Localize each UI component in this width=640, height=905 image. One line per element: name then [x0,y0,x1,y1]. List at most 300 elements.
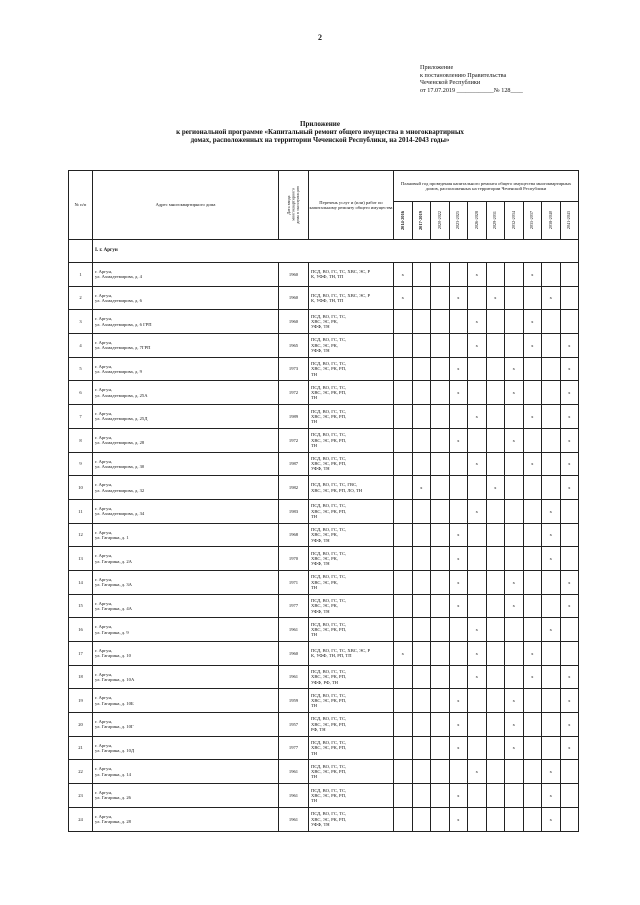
period-mark-cell: х [449,381,468,405]
period-mark-cell [468,428,487,452]
row-services [309,618,394,642]
table-row [69,547,579,571]
period-mark-cell [394,405,413,429]
period-mark-cell [431,452,450,476]
period-mark-cell [523,547,542,571]
row-services [309,476,394,500]
address-city: г. Аргун, [95,648,113,654]
service-line: ТН [311,395,318,401]
service-line: ХВС, ЭС, РК, РП, [311,721,347,727]
period-mark-cell [468,523,487,547]
service-line: ПСД, ВО, ГС, ТС, [311,692,347,698]
period-mark-cell [542,476,561,500]
period-mark-cell [394,618,413,642]
row-number: 15 [69,594,93,618]
row-address [93,665,279,689]
period-mark-cell [486,736,505,760]
heading-line: домах, расположенных на территории Чеченской Республики, на 2014-2043 годы» [190,136,450,145]
period-mark-cell [486,807,505,831]
row-services [309,689,394,713]
period-mark-cell [412,310,431,334]
period-mark-cell [468,381,487,405]
period-cell: 2029-2031 [486,202,505,240]
row-services [309,642,394,666]
row-year: 1960 [279,310,309,334]
row-number: 16 [69,618,93,642]
period-mark-cell [505,760,524,784]
service-line: РФ, ТН [311,727,326,733]
period-mark-cell: х [523,642,542,666]
row-number: 9 [69,452,93,476]
address-street: ул. Гагарина, д. 9 [95,629,129,635]
period-mark-cell [505,547,524,571]
period-cell: 2026-2028 [468,202,487,240]
table-row [69,523,579,547]
period-mark-cell [412,452,431,476]
period-mark-cell [431,357,450,381]
period-mark-cell: х [449,428,468,452]
service-line: ТН [311,703,318,709]
address-street: ул. Гагарина, д. 10Б [95,700,134,706]
address-street: ул. Ахмадтемирова, д. 7ГРП [95,345,151,351]
period-mark-cell [486,452,505,476]
row-address [93,452,279,476]
period-mark-cell [449,405,468,429]
period-mark-cell [523,476,542,500]
period-mark-cell [560,807,579,831]
heading-line: Приложение [300,120,340,128]
period-cell: 2023-2025 [449,202,468,240]
service-line: ПСД, ВО, ГС, ТС, [311,669,347,675]
period-mark-cell [523,807,542,831]
period-mark-cell [505,263,524,287]
period-mark-cell [412,807,431,831]
service-line: ПСД, ВО, ГС, ТС, [311,313,347,319]
period-mark-cell [505,665,524,689]
period-mark-cell [431,334,450,358]
service-line: УФФ, ТН [311,821,330,827]
period-mark-cell [523,381,542,405]
service-line: ХВС, ЭС, РК, [311,579,338,585]
address-street: ул. Гагарина, д. 10А [95,677,135,683]
period-mark-cell [431,310,450,334]
table-row [69,476,579,500]
row-services [309,570,394,594]
row-year: 1982 [279,476,309,500]
period-mark-cell [412,263,431,287]
period-mark-cell [486,428,505,452]
period-mark-cell: х [449,689,468,713]
period-mark-cell [505,334,524,358]
service-line: ПСД, ВО, ГС, ТС, [311,574,347,580]
row-address [93,523,279,547]
period-mark-cell [449,760,468,784]
period-mark-cell: х [505,736,524,760]
row-number: 14 [69,570,93,594]
period-mark-cell [523,594,542,618]
row-year: 1961 [279,760,309,784]
row-year: 1971 [279,570,309,594]
period-mark-cell: х [412,476,431,500]
row-address [93,357,279,381]
period-mark-cell [449,452,468,476]
service-line: ХВС, ЭС, РК, [311,603,338,609]
period-mark-cell [394,523,413,547]
address-street: ул. Гагарина, д. 10 [95,653,131,659]
row-services [309,263,394,287]
address-street: ул. Ахмадтемирова, д. 30 [95,463,145,469]
period-mark-cell [560,642,579,666]
address-city: г. Аргун, [95,790,113,796]
period-mark-cell [523,736,542,760]
period-mark-cell [431,713,450,737]
row-year: 1972 [279,381,309,405]
period-mark-cell [412,381,431,405]
service-line: УФФ, ТН [311,348,330,354]
header-year [279,171,309,240]
row-year: 1960 [279,263,309,287]
service-line: ПСД, ВО, ГС, ТС, [311,408,347,414]
period-mark-cell [542,381,561,405]
period-mark-cell [468,547,487,571]
period-mark-cell: х [394,286,413,310]
service-line: ХВС, ЭС, РК, РП, [311,366,347,372]
period-mark-cell: х [468,405,487,429]
row-services [309,286,394,310]
service-line: ПСД, ВО, ГС, ТС, [311,598,347,604]
period-mark-cell: х [505,594,524,618]
service-line: ХВС, ЭС, РК, [311,342,338,348]
service-line: ХВС, ЭС, РК, [311,555,338,561]
row-year: 1972 [279,428,309,452]
period-mark-cell [412,499,431,523]
row-address [93,594,279,618]
period-mark-cell [486,523,505,547]
period-mark-cell [542,428,561,452]
address-street: ул. Ахмадтемирова, д. 25Д [95,416,148,422]
period-mark-cell [394,689,413,713]
approval-block [420,64,523,94]
period-mark-cell: х [394,642,413,666]
period-mark-cell [486,713,505,737]
approval-line: Чеченской Республики [420,79,481,87]
row-services [309,523,394,547]
section-label: I. г. Аргун [93,240,579,263]
row-number: 24 [69,807,93,831]
period-mark-cell [412,784,431,808]
period-mark-cell: х [449,570,468,594]
row-year: 1968 [279,523,309,547]
table-row [69,381,579,405]
period-mark-cell [394,784,413,808]
table-row [69,713,579,737]
row-year: 1960 [279,642,309,666]
table-row [69,428,579,452]
service-line: ТН [311,750,318,756]
row-address [93,784,279,808]
period-mark-cell [505,310,524,334]
row-year: 1961 [279,665,309,689]
row-year: 1960 [279,286,309,310]
period-mark-cell: х [449,736,468,760]
period-mark-cell [505,784,524,808]
period-cell: 2038-2040 [542,202,561,240]
period-mark-cell: х [523,405,542,429]
address-city: г. Аргун, [95,742,113,748]
period-mark-cell [431,428,450,452]
address-street: ул. Гагарина, д. 10Г [95,724,134,730]
row-services [309,381,394,405]
period-mark-cell: х [468,618,487,642]
address-street: ул. Ахмадтемирова, д. 34 [95,511,145,517]
period-mark-cell [542,642,561,666]
period-mark-cell [468,736,487,760]
service-line: ПСД, ВО, ГС, ТС, [311,763,347,769]
period-mark-cell: х [542,547,561,571]
period-mark-cell: х [542,286,561,310]
table-row [69,807,579,831]
period-mark-cell: х [523,334,542,358]
address-street: ул. Ахмадтемирова, д. 28 [95,440,145,446]
period-mark-cell: х [449,784,468,808]
row-address [93,263,279,287]
row-year: 1957 [279,713,309,737]
period-mark-cell: х [468,499,487,523]
period-mark-cell [542,713,561,737]
period-mark-cell [431,618,450,642]
row-number: 21 [69,736,93,760]
service-line: ХВС, ЭС, РК, РП, [311,627,347,632]
period-mark-cell: х [560,665,579,689]
period-mark-cell [394,499,413,523]
address-street: ул. Ахмадтемирова, д. 32 [95,487,145,493]
period-mark-cell [542,594,561,618]
service-line: ХВС, ЭС, РК, [311,319,338,325]
table-row [69,736,579,760]
row-year: 1970 [279,547,309,571]
row-number: 13 [69,547,93,571]
row-address [93,499,279,523]
approval-line: от 17.07.2019 ____________№ 128____ [420,86,523,94]
address-city: г. Аргун, [95,482,113,488]
service-line: ХВС, ЭС, РК, РП, [311,792,347,798]
address-city: г. Аргун, [95,316,113,322]
period-mark-cell [431,784,450,808]
period-mark-cell [412,736,431,760]
row-number: 5 [69,357,93,381]
table-row [69,784,579,808]
document-heading [60,120,580,145]
period-mark-cell [431,642,450,666]
table-row [69,405,579,429]
period-mark-cell [505,523,524,547]
period-mark-cell [468,286,487,310]
row-year: 1973 [279,357,309,381]
repair-schedule-table [68,170,579,832]
service-line: ХВС, ЭС, РК, РП, [311,390,347,396]
address-city: г. Аргун, [95,411,113,417]
service-line: УФФ, ТН [311,561,330,567]
period-mark-cell [505,476,524,500]
address-city: г. Аргун, [95,363,113,369]
service-line: УФФ, ТН [311,324,330,330]
period-mark-cell [449,263,468,287]
address-street: ул. Гагарина, д. 4А [95,605,132,611]
period-mark-cell [505,452,524,476]
address-street: ул. Гагарина, д. 28 [95,819,131,825]
service-line: ПСД, ВО, ГС, ТС, [311,432,347,438]
address-street: ул. Гагарина, д. 10Д [95,748,135,754]
period-mark-cell [505,499,524,523]
service-line: УФФ, РФ, ТН [311,679,338,685]
period-mark-cell [394,594,413,618]
service-line: УФФ, ТН [311,537,330,543]
service-line: ПСД, ВО, ГС, ТС, [311,361,347,367]
period-mark-cell [523,428,542,452]
period-mark-cell: х [505,357,524,381]
period-mark-cell [468,713,487,737]
table-row [69,570,579,594]
section-blank [69,240,93,263]
period-mark-cell: х [468,452,487,476]
row-services [309,665,394,689]
period-mark-cell: х [505,570,524,594]
period-mark-cell [468,689,487,713]
period-cell: 2032-2034 [505,202,524,240]
period-mark-cell: х [560,570,579,594]
period-mark-cell [431,570,450,594]
period-mark-cell [486,405,505,429]
address-street: ул. Ахмадтемирова, д. 4 [95,274,142,280]
period-mark-cell [523,357,542,381]
service-line: ХВС, ЭС, РК, РП, ЛО, ТН [311,487,363,493]
period-mark-cell [505,642,524,666]
address-street: ул. Ахмадтемирова, д. 6 [95,298,142,304]
service-line: ПСД, ВО, ГС, ТС, [311,503,347,509]
period-mark-cell: х [394,263,413,287]
period-mark-cell: х [468,642,487,666]
row-services [309,357,394,381]
period-mark-cell [560,499,579,523]
period-mark-cell: х [542,784,561,808]
row-services [309,547,394,571]
heading-line: к региональной программе «Капитальный ремонт общего имущества в многоквартирных [176,128,464,137]
row-services [309,499,394,523]
address-city: г. Аргун, [95,458,113,464]
address-street: ул. Гагарина, д. 14 [95,771,131,777]
period-mark-cell: х [560,357,579,381]
address-city: г. Аргун, [95,387,113,393]
period-mark-cell [542,310,561,334]
period-mark-cell [486,547,505,571]
service-line: ТН [311,513,318,519]
period-mark-cell [468,357,487,381]
row-address [93,807,279,831]
row-services [309,760,394,784]
period-mark-cell: х [468,263,487,287]
header-period: Плановый год проведения капитального ремонта общего имущества многоквартирных домов, расположенных на территории Чеченской Республики [394,171,579,202]
period-mark-cell [523,784,542,808]
service-line: ТН [311,371,318,377]
period-mark-cell [412,357,431,381]
table-row [69,594,579,618]
period-mark-cell [486,618,505,642]
period-mark-cell [486,665,505,689]
table-row [69,310,579,334]
period-mark-cell [542,357,561,381]
address-city: г. Аргун, [95,434,113,440]
period-mark-cell: х [449,286,468,310]
row-address [93,642,279,666]
period-mark-cell: х [560,713,579,737]
period-mark-cell [486,642,505,666]
row-services [309,784,394,808]
period-mark-cell [560,760,579,784]
row-number: 18 [69,665,93,689]
period-mark-cell [394,334,413,358]
row-number: 12 [69,523,93,547]
service-line: К, УФФ, ТН, ТП [311,298,344,304]
period-cell: 2035-2037 [523,202,542,240]
approval-line: Приложение [420,64,454,71]
period-mark-cell: х [486,476,505,500]
period-mark-cell [394,665,413,689]
table-row [69,452,579,476]
row-address [93,310,279,334]
address-city: г. Аргун, [95,695,113,701]
period-mark-cell [542,736,561,760]
row-year: 1989 [279,405,309,429]
period-mark-cell [486,263,505,287]
row-services [309,807,394,831]
period-mark-cell [431,405,450,429]
period-mark-cell [431,476,450,500]
row-year: 1965 [279,334,309,358]
period-mark-cell: х [468,665,487,689]
service-line: ТН [311,798,318,804]
period-mark-cell: х [560,476,579,500]
period-mark-cell: х [449,523,468,547]
address-street: ул. Гагарина, д. 26 [95,795,131,801]
period-mark-cell [449,618,468,642]
period-mark-cell [560,263,579,287]
service-line: ПСД, ВО, ГС, ТС, [311,550,347,556]
address-city: г. Аргун, [95,766,113,772]
row-number: 1 [69,263,93,287]
row-services [309,736,394,760]
period-mark-cell [449,499,468,523]
period-mark-cell: х [449,357,468,381]
table-row [69,760,579,784]
header-number: № п/п [69,171,93,240]
period-mark-cell [394,570,413,594]
service-line: ПСД, ВО, ГС, ТС, [311,740,347,746]
period-mark-cell: х [468,760,487,784]
service-line: ХВС, ЭС, РК, РП, [311,437,347,443]
period-mark-cell [412,713,431,737]
address-city: г. Аргун, [95,624,113,630]
period-cell: 2041-2043 [560,202,579,240]
row-year: 1961 [279,807,309,831]
address-street: ул. Ахмадтемирова, д. 6 ГРП [95,321,152,327]
address-city: г. Аргун, [95,292,113,298]
period-mark-cell [394,760,413,784]
table-row [69,499,579,523]
row-address [93,428,279,452]
period-mark-cell [431,807,450,831]
period-mark-cell [523,760,542,784]
period-mark-cell: х [560,689,579,713]
